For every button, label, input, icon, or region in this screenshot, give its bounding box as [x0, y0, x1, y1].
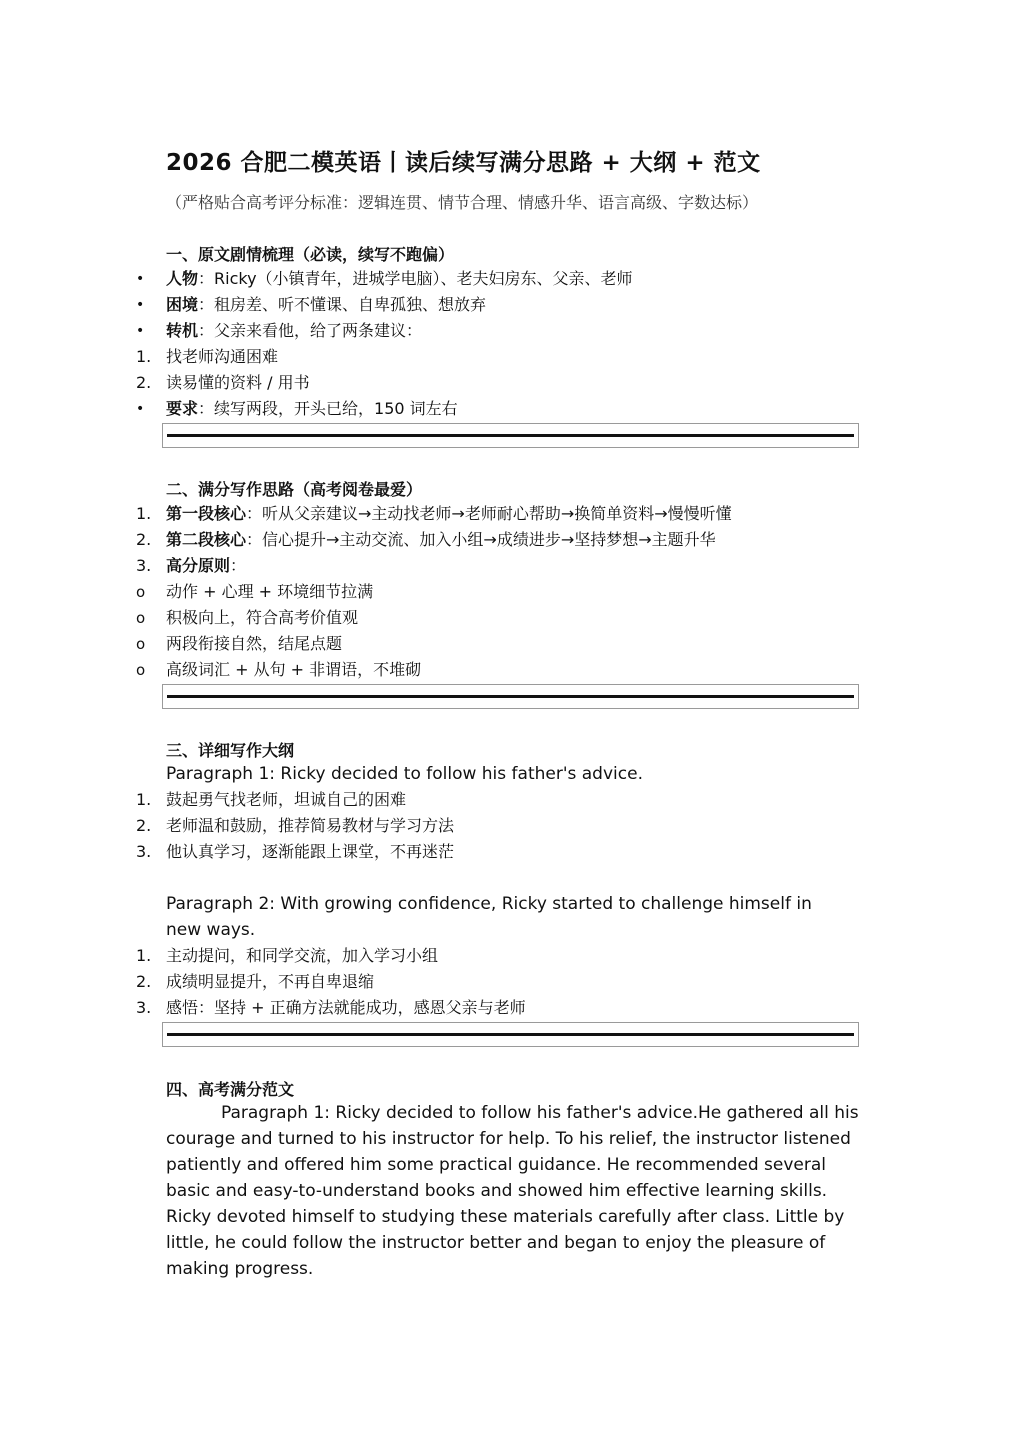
essay-paragraph: Paragraph 1: Ricky decided to follow his father's advice.He gathered all his courage and turned to his instructor for help. To his relief, the instructor listened patiently and offered him some practical guidance. He recommended several basic and easy-to-understand books and showed him effective learning skills. Ricky devoted himself to studying these materials carefully after class. Little by little, he could follow the instructor better and began to enjoy the pleasure of making progress. [166, 1103, 859, 1279]
item-text: ： [230, 556, 247, 575]
item-text: 找老师沟通困难 [166, 347, 279, 366]
item-text: ：信心提升→主动交流、加入小组→成绩进步→坚持梦想→主题升华 [246, 530, 716, 549]
number-marker: 1. [136, 347, 152, 366]
page-title: 2026 合肥二模英语丨读后续写满分思路 + 大纲 + 范文 [166, 150, 761, 176]
list-item [0, 292, 1024, 318]
item-text: ：听从父亲建议→主动找老师→老师耐心帮助→换简单资料→慢慢听懂 [246, 504, 732, 523]
item-label: 要求 [166, 399, 199, 418]
item-label: 第二段核心 [166, 530, 247, 549]
paragraph2-title-continued: new ways. [166, 920, 256, 940]
list-item [0, 839, 1024, 865]
circle-marker: o [136, 661, 146, 679]
section-divider [162, 1022, 859, 1047]
list-item [0, 266, 1024, 292]
bullet-marker: • [136, 323, 145, 339]
number-marker: 3. [136, 998, 152, 1017]
item-text: 高级词汇 + 从句 + 非谓语，不堆砌 [166, 660, 422, 679]
item-text: ：续写两段，开头已给，150 词左右 [198, 399, 458, 418]
item-text: ：父亲来看他，给了两条建议： [198, 321, 423, 340]
paragraph1-title: Paragraph 1: Ricky decided to follow his father's advice. [166, 764, 643, 784]
bullet-marker: • [136, 401, 145, 417]
bullet-marker: • [136, 271, 145, 287]
item-text: 成绩明显提升，不再自卑退缩 [166, 972, 375, 991]
number-marker: 3. [136, 556, 152, 575]
list-item [0, 605, 1024, 631]
list-item [0, 527, 1024, 553]
list-item [0, 396, 1024, 422]
item-text: ：租房差、听不懂课、自卑孤独、想放弃 [198, 295, 487, 314]
bullet-marker: • [136, 297, 145, 313]
list-item [0, 344, 1024, 370]
item-label: 人物 [166, 269, 199, 288]
list-item [0, 943, 1024, 969]
item-text: 主动提问，和同学交流，加入学习小组 [166, 946, 439, 965]
list-item [0, 969, 1024, 995]
list-item [0, 787, 1024, 813]
number-marker: 1. [136, 504, 152, 523]
item-label: 困境 [166, 295, 199, 314]
list-item [0, 631, 1024, 657]
list-item [0, 657, 1024, 683]
item-text: 鼓起勇气找老师，坦诚自己的困难 [166, 790, 407, 809]
model-essay [166, 1100, 866, 1282]
list-item [0, 501, 1024, 527]
circle-marker: o [136, 583, 146, 601]
section3-heading: 三、详细写作大纲 [166, 741, 295, 760]
page-subtitle: （严格贴合高考评分标准：逻辑连贯、情节合理、情感升华、语言高级、字数达标） [166, 193, 759, 212]
item-text: 动作 + 心理 + 环境细节拉满 [166, 582, 374, 601]
item-text: 积极向上，符合高考价值观 [166, 608, 359, 627]
section-divider [162, 684, 859, 709]
number-marker: 1. [136, 946, 152, 965]
number-marker: 2. [136, 972, 152, 991]
item-label: 第一段核心 [166, 504, 247, 523]
list-item [0, 553, 1024, 579]
paragraph2-title: Paragraph 2: With growing confidence, Ricky started to challenge himself in [166, 894, 812, 914]
list-item [0, 813, 1024, 839]
circle-marker: o [136, 635, 146, 653]
list-item [0, 995, 1024, 1021]
item-text: 两段衔接自然，结尾点题 [166, 634, 343, 653]
number-marker: 3. [136, 842, 152, 861]
section2-heading: 二、满分写作思路（高考阅卷最爱） [166, 480, 423, 499]
item-text: 读易懂的资料 / 用书 [166, 373, 310, 392]
circle-marker: o [136, 609, 146, 627]
number-marker: 1. [136, 790, 152, 809]
number-marker: 2. [136, 816, 152, 835]
item-text: 感悟：坚持 + 正确方法就能成功，感恩父亲与老师 [166, 998, 526, 1017]
section1-heading: 一、原文剧情梳理（必读，续写不跑偏） [166, 245, 455, 264]
section4-heading: 四、高考满分范文 [166, 1080, 295, 1099]
number-marker: 2. [136, 373, 152, 392]
item-text: ：Ricky（小镇青年，进城学电脑）、老夫妇房东、父亲、老师 [198, 269, 633, 288]
list-item [0, 318, 1024, 344]
item-text: 他认真学习，逐渐能跟上课堂，不再迷茫 [166, 842, 455, 861]
list-item [0, 370, 1024, 396]
item-text: 老师温和鼓励，推荐简易教材与学习方法 [166, 816, 455, 835]
item-label: 转机 [166, 321, 199, 340]
list-item [0, 579, 1024, 605]
item-label: 高分原则 [166, 556, 231, 575]
section-divider [162, 423, 859, 448]
number-marker: 2. [136, 530, 152, 549]
